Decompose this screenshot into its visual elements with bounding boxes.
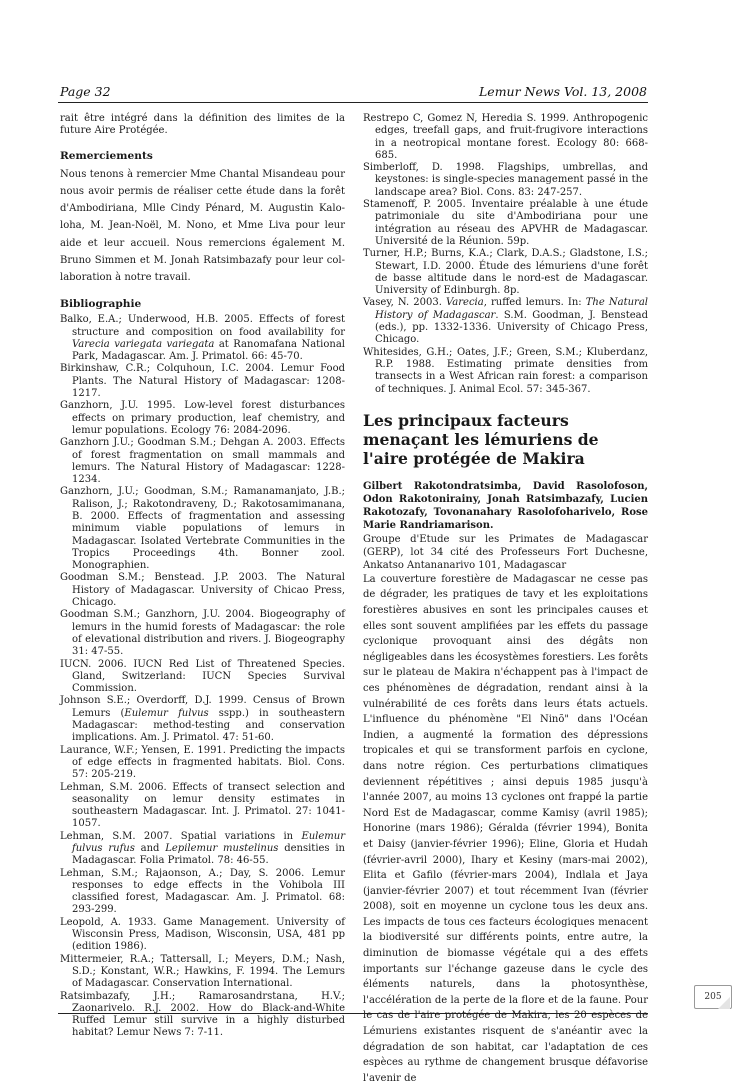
reference-entry: [363, 199, 648, 248]
reference-text: at Ranomafana National Park, Madagascar. Am. J. Primatol. 66: 45-70.: [72, 338, 345, 363]
reference-italic: Eulemur fulvus: [124, 707, 209, 719]
reference-text: . S.M. Goodman, J. Benstead (eds.), pp. 1332-1336. University of Chicago Press, Chicago.: [375, 309, 648, 346]
article-title: Les principaux facteurs menaçant les lémuriens de l'aire protégée de Makira: [363, 410, 599, 468]
reference-entry: [60, 695, 345, 744]
reference-text: Ganzhorn J.U.; Goodman S.M.; Dehgan A. 2003. Effects of forest fragmentation on small mammals and lemurs. The Natural History of Madagascar: 1228-1234.: [60, 437, 345, 486]
reference-entry: [60, 400, 345, 437]
reference-text: , ruffed lemurs. In:: [483, 297, 586, 309]
reference-entry: [60, 868, 345, 917]
reference-text: Leopold, A. 1933. Game Management. University of Wisconsin Press, Madison, Wisconsin, USA, 481 pp (edition 1986).: [60, 916, 345, 953]
page-number-badge: 205: [694, 985, 732, 1009]
article-affiliation: Groupe d'Etude sur les Primates de Madagascar (GERP), lot 34 cité des Professeurs Fort Duchesne, Ankatso Antananarivo 101, Madagascar: [363, 533, 648, 571]
reference-entry: [60, 363, 345, 400]
reference-text: Vasey, N. 2003.: [363, 297, 446, 309]
reference-text: sspp.) in southeastern Madagascar: method-testing and conservation implications. Am. J. Primatol. 47: 51-60.: [72, 707, 345, 744]
running-header-journal: Lemur News Vol. 13, 2008: [479, 84, 647, 99]
reference-entry: [60, 437, 345, 486]
thanks-text: Nous tenons à remercier Mme Chantal Misandeau pour nous avoir permis de réaliser cette étude dans la forêt d'Ambodiriana, Mlle Cindy Pénard, M. Augustin Kalo-loha, M. Jean-Noël, M. Nono, et Mme Liva pour leur aide et leur accueil. Nous remercions également M. Bruno Simmen et M. Jonah Ratsimbazafy pour leur col-laboration à notre travail.: [60, 168, 345, 284]
left-column: [60, 113, 345, 1040]
reference-text: Mittermeier, R.A.; Tattersall, I.; Meyers, D.M.; Nash, S.D.; Konstant, W.R.; Hawkins, F. 1994. The Lemurs of Madagascar. Conservation International.: [60, 953, 345, 990]
intro-text: rait être intégré dans la définition des limites de la future Aire Protégée.: [60, 113, 345, 137]
right-column: [363, 113, 648, 1086]
reference-text: Ratsimbazafy, J.H.; Ramarosandrstana, H.V.; Zaonarivelo. R.J. 2002. How do Black-and-White Ruffed Lemur still survive in a highly disturbed habitat? Lemur News 7: 7-11.: [60, 990, 345, 1039]
reference-text: Stamenoff, P. 2005. Inventaire préalable à une étude patrimoniale du site d'Ambodiriana pour une intégration au réseau des APVHR de Madagascar. Université de la Réunion. 59p.: [363, 199, 648, 247]
reference-text: Ganzhorn, J.U.; Goodman, S.M.; Ramanamanjato, J.B.; Ralison, J.; Rakotondraveny, D.; Rakotosamimanana, B. 2000. Effects of fragmentation and assessing minimum viable populations of lemurs in Madagascar. Isolated Vertebrate Communities in the Tropics Proceedings 4th. Bonner zool. Monographien.: [60, 486, 345, 572]
reference-text: Lehman, S.M.; Rajaonson, A.; Day, S. 2006. Lemur responses to edge effects in the Vohibola III classified forest, Madagascar. Am. J. Primatol. 68: 293-299.: [60, 867, 345, 916]
reference-entry: [60, 486, 345, 572]
reference-text: Ganzhorn, J.U. 1995. Low-level forest disturbances effects on primary production, leaf chemistry, and lemur populations. Ecology 76: 2084-2096.: [60, 400, 345, 436]
reference-text: Restrepo C, Gomez N, Heredia S. 1999. Anthropogenic edges, treefall gaps, and fruit-frugivore interactions in a neotropical montane forest. Ecology 80: 668-685.: [363, 113, 648, 161]
reference-text: Goodman S.M.; Ganzhorn, J.U. 2004. Biogeography of lemurs in the humid forests of Madagascar: the role of elevational distribution and rivers. J. Biogeography 31: 47-55.: [60, 609, 345, 658]
reference-text: Birkinshaw, C.R.; Colquhoun, I.C. 2004. Lemur Food Plants. The Natural History of Madagascar: 1208-1217.: [60, 363, 345, 400]
reference-entry: [363, 347, 648, 396]
footer-rule: [58, 1013, 648, 1014]
reference-italic: Eulemur fulvus rufus: [72, 830, 345, 854]
running-header-page: Page 32: [60, 84, 111, 99]
article-body: La couverture forestière de Madagascar ne cesse pas de dégrader, les pratiques de tavy et les exploitations forestières abusives en sont les principales causes et elles sont souvent amplifiées par les effets du passage cyclonique provoquant ainsi des dégâts non négligeables dans les écosystèmes forestiers. Les forêts sur le plateau de Makira n'échappent pas à l'impact de ces phénomènes de dégradation, rendant ainsi à la vulnérabilité de ces forêts dans leurs états actuels. L'influence du phénomène "El Ninõ" dans l'Océan Indien, a augmenté la formation des dépressions tropicales et qui se transforment parfois en cyclone, dans notre région. Ces perturbations climatiques deviennent répétitives ; ainsi depuis 1985 jusqu'à l'année 2007, au moins 13 cyclones ont frappé la partie Nord Est de Madagascar, comme Kamisy (avril 1985); Honorine (mars 1986); Géralda (février 1994), Bonita et Daisy (janvier-février 1996); Eline, Gloria et Hudah (février-avril 2000), Ihary et Kesiny (mars-mai 2002), Elita et Gafilo (février-mars 2004), Indlala et Jaya (janvier-février 2007) et tout récemment Ivan (février 2008), soit en moyenne un cyclone tous les deux ans. Les impacts de tous ces facteurs écologiques menacent la biodiversité sur différents points, entre autre, la diminution de biomasse végétale qui a des effets importants sur l'échange gazeuse dans le cycle des éléments naturels, dans la photosynthèse, l'accélération de la perte de la flore et de la faune. Pour le cas de l'aire protégée de Makira, les 20 espèces de Lémuriens existantes risquent de s'anéantir avec la dégradation de son habitat, car l'adaptation de ces espèces au rythme de changement brusque défavorise l'avenir de: [363, 573, 648, 1084]
reference-text: Turner, H.P.; Burns, K.A.; Clark, D.A.S.; Gladstone, I.S.; Stewart, I.D. 2000. Étude des lémuriens d'une forêt de basse altitude dans le nord-est de Madagascar. University of Edinburgh. 8p.: [363, 248, 648, 297]
reference-italic: Lepilemur mustelinus: [165, 843, 279, 854]
reference-entry: [60, 831, 345, 868]
reference-italic: The Natural History of Madagascar: [375, 297, 648, 321]
reference-list-left: [60, 314, 345, 1040]
reference-text: and: [134, 843, 166, 854]
reference-text: Laurance, W.F.; Yensen, E. 1991. Predicting the impacts of edge effects in fragmented habitats. Biol. Cons. 57: 205-219.: [60, 744, 345, 781]
reference-entry: [363, 113, 648, 162]
thanks-heading: Remerciements: [60, 149, 153, 162]
reference-entry: [60, 745, 345, 782]
reference-entry: [60, 314, 345, 363]
reference-entry: [60, 917, 345, 954]
reference-text: densities in Madagascar. Folia Primatol. 78: 46-55.: [72, 843, 345, 867]
reference-text: Johnson S.E.; Overdorff, D.J. 1999. Census of Brown Lemurs (: [60, 695, 345, 719]
reference-entry: [60, 782, 345, 831]
reference-entry: [60, 609, 345, 658]
reference-text: Balko, E.A.; Underwood, H.B. 2005. Effects of forest structure and composition on food availability for: [60, 314, 345, 338]
reference-entry: [60, 954, 345, 991]
reference-italic: Varecia: [445, 297, 484, 309]
reference-entry: [363, 297, 648, 346]
reference-text: IUCN. 2006. IUCN Red List of Threatened Species. Gland, Switzerland: IUCN Species Survival Commission.: [60, 658, 345, 695]
reference-text: Lehman, S.M. 2006. Effects of transect selection and seasonality on lemur density estimates in southeastern Madagascar. Int. J. Primatol. 27: 1041-1057.: [60, 781, 345, 830]
header-rule: [58, 102, 648, 103]
reference-text: Whitesides, G.H.; Oates, J.F.; Green, S.M.; Kluberdanz, R.P. 1988. Estimating primate densities from transects in a West African rain forest: a comparison of techniques. J. Animal Ecol. 57: 345-367.: [363, 346, 648, 395]
reference-italic: Varecia variegata variegata: [72, 338, 215, 350]
page-curl-icon: [718, 997, 730, 1009]
article-authors: Gilbert Rakotondratsimba, David Rasolofoson, Odon Rakotonirainy, Jonah Ratsimbazafy, Lucien Rakotozafy, Tovonanahary Rasolofoharivelo, Rose Marie Randriamarison.: [363, 480, 648, 531]
reference-list-right: [363, 113, 648, 396]
reference-text: Simberloff, D. 1998. Flagships, umbrellas, and keystones: is single-species management passé in the landscape area? Biol. Cons. 83: 247-257.: [363, 162, 648, 198]
reference-entry: [363, 162, 648, 199]
reference-text: Goodman S.M.; Benstead. J.P. 2003. The Natural History of Madagascar. University of Chicao Press, Chicago.: [60, 572, 345, 609]
reference-entry: [60, 659, 345, 696]
reference-entry: [363, 248, 648, 297]
reference-text: Lehman, S.M. 2007. Spatial variations in: [60, 830, 302, 842]
reference-entry: [60, 572, 345, 609]
reference-entry: [60, 991, 345, 1040]
bibliography-heading: Bibliographie: [60, 298, 142, 311]
